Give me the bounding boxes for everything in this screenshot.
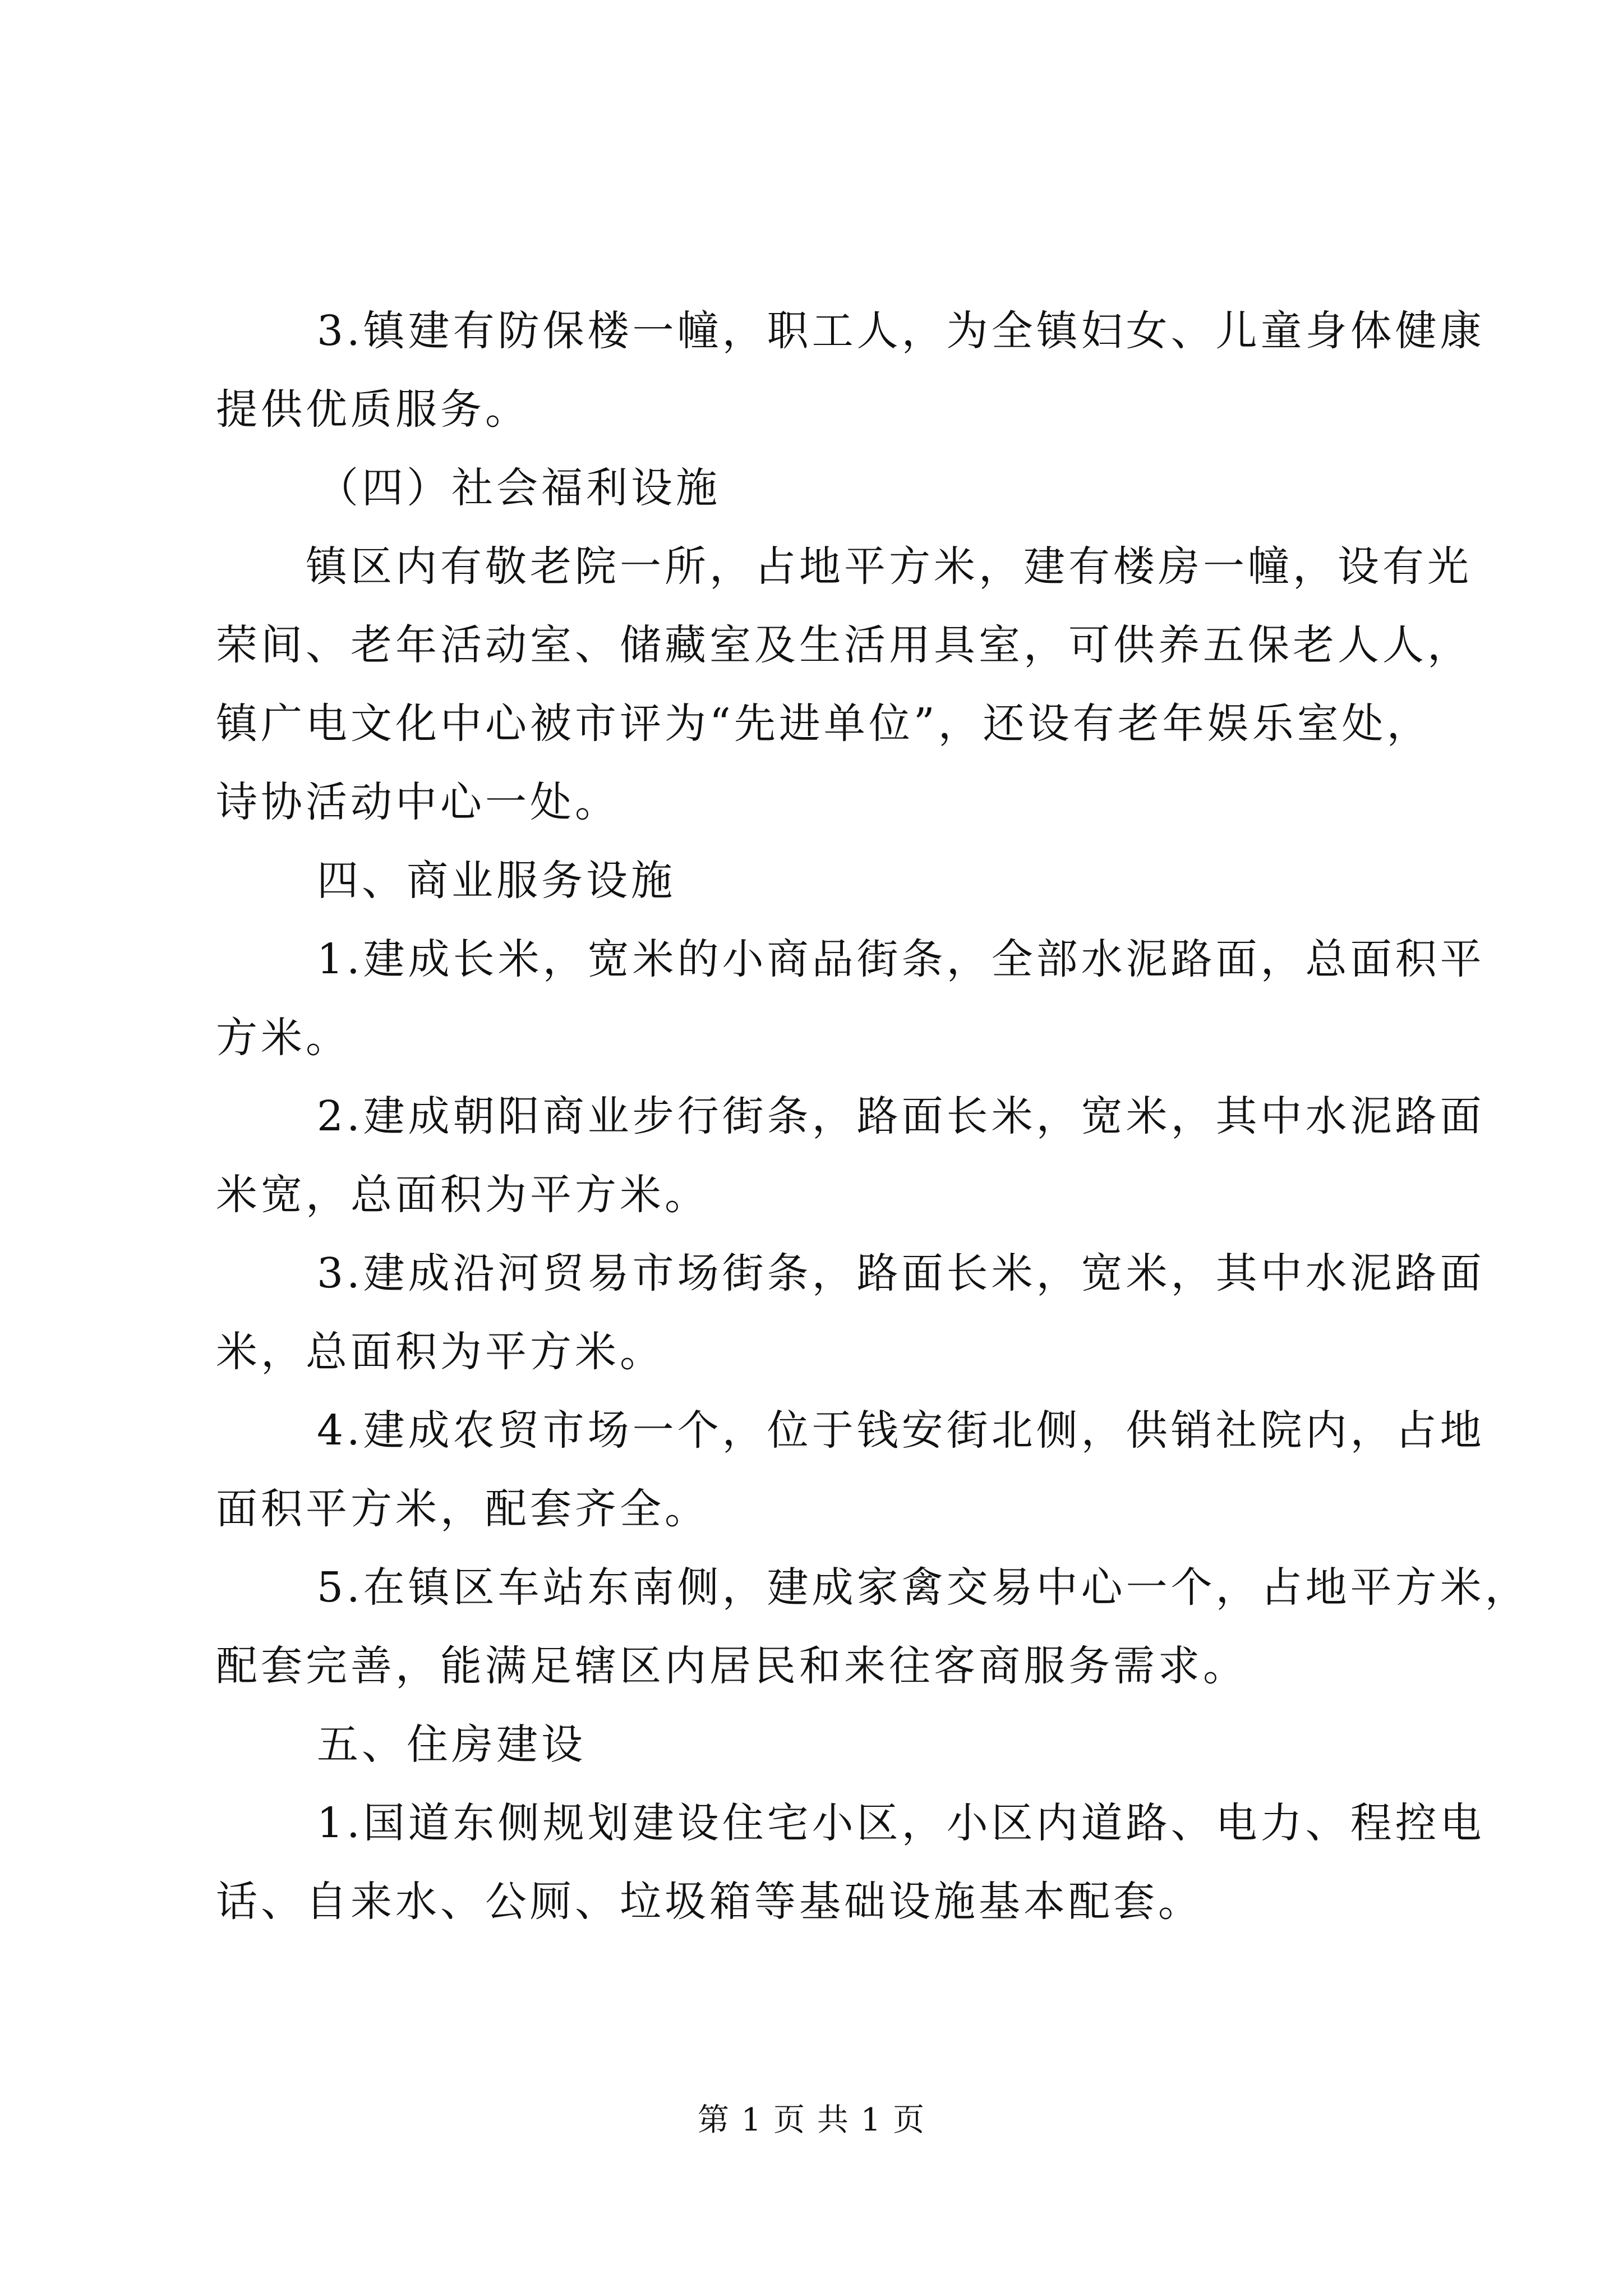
paragraph-line: 面积平方米，配套齐全。 [216, 1485, 709, 1533]
paragraph-line: 提供优质服务。 [216, 385, 530, 434]
paragraph-line: 2.建成朝阳商业步行街条，路面长米，宽米，其中水泥路面 [317, 1092, 1485, 1140]
section-heading: （四）社会福利设施 [317, 464, 721, 512]
paragraph-line: 镇广电文化中心被市评为“先进单位”，还设有老年娱乐室处， [216, 700, 1432, 748]
paragraph-line: 3.建成沿河贸易市场街条，路面长米，宽米，其中水泥路面 [317, 1249, 1485, 1297]
paragraph-line: 米，总面积为平方米。 [216, 1328, 665, 1376]
paragraph-line: 诗协活动中心一处。 [216, 778, 620, 826]
paragraph-line: 荣间、老年活动室、储藏室及生活用具室，可供养五保老人人， [216, 621, 1472, 669]
section-heading: 五、住房建设 [317, 1720, 586, 1769]
paragraph-line: 米宽，总面积为平方米。 [216, 1171, 709, 1219]
paragraph-line: 3.镇建有防保楼一幢，职工人，为全镇妇女、儿童身体健康 [317, 307, 1485, 355]
paragraph-line: 配套完善，能满足辖区内居民和来往客商服务需求。 [216, 1642, 1248, 1690]
section-heading: 四、商业服务设施 [317, 857, 676, 905]
paragraph-line: 方米。 [216, 1014, 351, 1062]
page-number-footer: 第 1 页 共 1 页 [697, 2102, 926, 2138]
document-body [216, 292, 1530, 1941]
paragraph-line: 话、自来水、公厕、垃圾箱等基础设施基本配套。 [216, 1878, 1203, 1926]
paragraph-line: 4.建成农贸市场一个，位于钱安街北侧，供销社院内，占地 [317, 1406, 1485, 1455]
paragraph-line: 镇区内有敬老院一所，占地平方米，建有楼房一幢，设有光 [306, 542, 1472, 591]
paragraph-line: 1.建成长米，宽米的小商品街条，全部水泥路面，总面积平 [317, 935, 1485, 983]
paragraph-line: 5.在镇区车站东南侧，建成家禽交易中心一个，占地平方米， [317, 1563, 1530, 1612]
paragraph-line: 1.国道东侧规划建设住宅小区，小区内道路、电力、程控电 [317, 1799, 1485, 1847]
